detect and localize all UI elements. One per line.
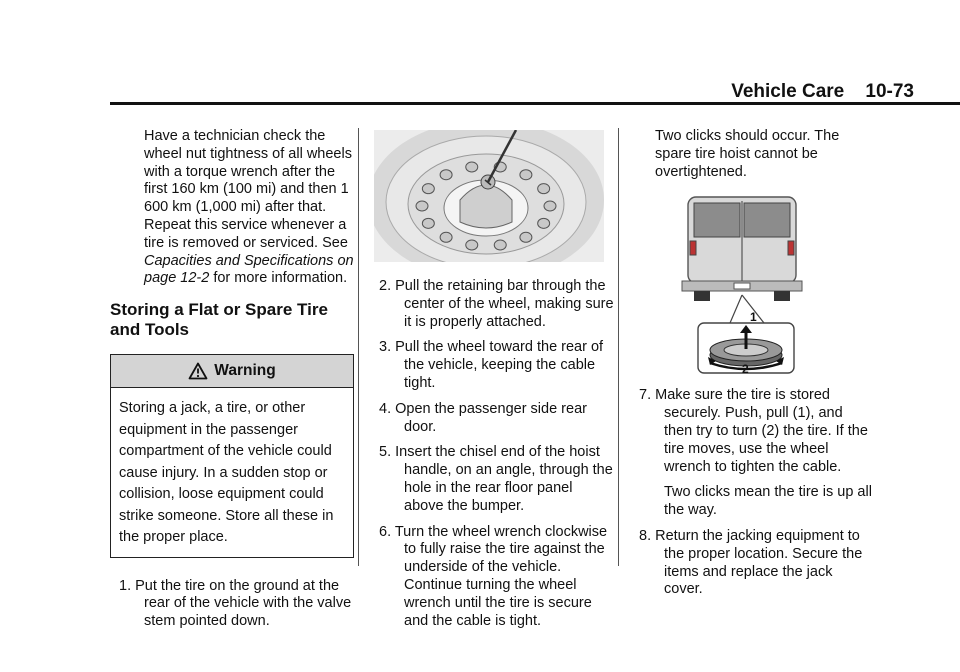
lug-hole — [416, 201, 428, 211]
lug-hole — [422, 218, 434, 228]
column-2 — [370, 128, 614, 638]
lug-hole — [466, 240, 478, 250]
section-title: Storing a Flat or Spare Tire and Tools — [110, 300, 328, 340]
lug-hole — [538, 218, 550, 228]
column-1 — [110, 128, 354, 639]
spare-wheel-figure — [374, 130, 604, 262]
step-2: 2. Pull the retaining bar through the center of the wheel, making sure it is properly attached. — [379, 278, 614, 330]
lug-hole — [440, 232, 452, 242]
lug-hole — [494, 240, 506, 250]
figure-label-1: 1 — [750, 310, 757, 325]
header-rule — [110, 102, 960, 105]
van-spare-tire-figure — [630, 195, 874, 375]
capacities-link[interactable]: Capacities and Specifications on page 12-2 — [144, 252, 354, 287]
warning-title: Warning — [214, 362, 276, 380]
intro-paragraph — [110, 128, 354, 288]
lug-hole — [544, 201, 556, 211]
column-divider-2 — [618, 128, 619, 566]
lug-hole — [466, 162, 478, 172]
intro-text: Have a technician check the wheel nut tightness of all wheels with a torque wrench after the first 160 km (100 mi) and then 1 600 km (1,000 mi) after that. Repeat this service whenever a tire is removed or serviced. See — [144, 128, 352, 251]
figure-label-2: 2 — [742, 362, 749, 376]
step-7-note: Two clicks mean the tire is up all the way. — [664, 484, 872, 519]
step-1: 1. Put the tire on the ground at the rear of the vehicle with the valve stem pointed down. — [119, 577, 352, 630]
column-3 — [630, 128, 874, 607]
warning-header — [111, 355, 353, 388]
step-4: 4. Open the passenger side rear door. — [379, 400, 587, 435]
warning-body: Storing a jack, a tire, or other equipment in the passenger compartment of the vehicle could cause injury. In a sudden stop or collision, loose equipment could strike someone. Store all these in the proper place. — [119, 400, 334, 546]
step-7: 7. Make sure the tire is stored securely. Push, pull (1), and then try to turn (2) the tire. If the tire moves, use the wheel wrench to tighten the cable. — [639, 387, 868, 475]
warning-icon — [188, 362, 208, 380]
column-divider-1 — [358, 128, 359, 566]
lug-hole — [520, 232, 532, 242]
lug-hole — [520, 170, 532, 180]
lug-hole — [422, 184, 434, 194]
warning-box — [110, 354, 354, 558]
page-header-title — [646, 81, 914, 103]
clicks-note: Two clicks should occur. The spare tire hoist cannot be overtightened. — [655, 128, 840, 180]
intro-tail: for more information. — [209, 270, 348, 287]
page-number: 10-73 — [865, 81, 914, 102]
step-6: 6. Turn the wheel wrench clockwise to fully raise the tire against the underside of the vehicle. Continue turning the wheel wrench until the tire is secure and the cable is tight. — [379, 523, 608, 629]
step-3: 3. Pull the wheel toward the rear of the vehicle, keeping the cable tight. — [379, 339, 604, 391]
step-8: 8. Return the jacking equipment to the proper location. Secure the items and replace the jack cover. — [639, 527, 863, 598]
lug-hole — [440, 170, 452, 180]
section-name: Vehicle Care — [731, 81, 845, 102]
step-5: 5. Insert the chisel end of the hoist handle, on an angle, through the hole in the rear floor panel above the bumper. — [379, 444, 613, 514]
lug-hole — [538, 184, 550, 194]
